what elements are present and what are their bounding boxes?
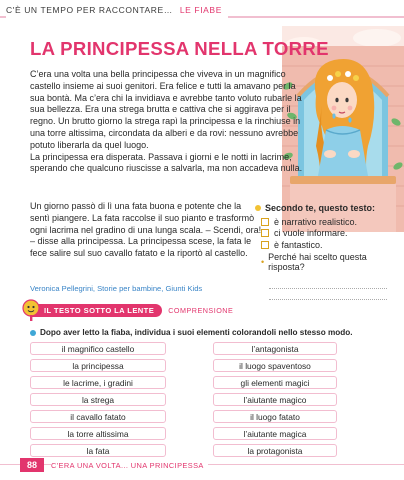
answer-line[interactable] [269, 289, 387, 300]
bullet-icon [30, 330, 36, 336]
element-pill-right[interactable]: il luogo fatato [213, 410, 337, 423]
element-pill-left[interactable]: il cavallo fatato [30, 410, 166, 423]
element-pill-right[interactable]: gli elementi magici [213, 376, 337, 389]
checkbox-icon[interactable] [261, 241, 269, 249]
element-pill-right[interactable]: la protagonista [213, 444, 337, 457]
answer-option-label: è fantastico. [274, 239, 323, 250]
activity-instruction [30, 328, 353, 337]
source-credit: Veronica Pellegrini, Storie per bambine, Giunti Kids [30, 284, 203, 293]
arrow-icon: • [261, 256, 265, 267]
checkbox-icon[interactable] [261, 229, 269, 237]
question-heading-text: Secondo te, questo testo: [265, 203, 376, 213]
element-pill-left[interactable]: la strega [30, 393, 166, 406]
footer-text: C'ERA UNA VOLTA... UNA PRINCIPESSA [51, 458, 208, 472]
answer-option[interactable] [261, 239, 395, 251]
element-pill-left[interactable]: il magnifico castello [30, 342, 166, 355]
activity-category: COMPRENSIONE [168, 306, 234, 315]
checkbox-icon[interactable] [261, 218, 269, 226]
followup-question [261, 252, 395, 272]
answer-line[interactable] [269, 278, 387, 289]
element-pill-right[interactable]: l’antagonista [213, 342, 337, 355]
activity-badge-label: IL TESTO SOTTO LA LENTE [44, 306, 155, 315]
answer-option-label: è narrativo realistico. [274, 216, 358, 227]
magnifier-mascot-icon [22, 299, 40, 321]
story-paragraph-1: C’era una volta una bella principessa che viveva in un magnifico castello insieme ai suoi genitori. Era felice e tutti la amavano per la sua bontà. Ma c’era chi la invidiava e avrebbe tanto voluto rubarle la sua bellezza. Era una strega brutta e cattiva che si aggirava per il regno. Un brutto giorno la strega rapì la principessa e la rinchiuse in una torre altissima, circondata da alberi e da rovi: nessuno avrebbe potuto liberarla da quel luogo. [30, 69, 302, 150]
element-pill-right[interactable]: il luogo spaventoso [213, 359, 337, 372]
element-pill-left[interactable]: le lacrime, i gradini [30, 376, 166, 389]
element-pill-right[interactable]: l’aiutante magico [213, 393, 337, 406]
answer-option-label: ci vuole informare. [274, 228, 348, 239]
element-pill-left[interactable]: la torre altissima [30, 427, 166, 440]
page-number: 88 [20, 458, 44, 472]
running-header [6, 5, 228, 21]
element-pill-right[interactable]: l’aiutante magica [213, 427, 337, 440]
page-title: LA PRINCIPESSA NELLA TORRE [30, 38, 329, 59]
story-paragraph-2: La principessa era disperata. Passava i giorni e le notti in lacrime, sperando che qualcuno riuscisse a salvarla, ma non accadeva nulla. [30, 151, 303, 174]
bullet-icon [255, 205, 261, 211]
element-pill-left[interactable]: la principessa [30, 359, 166, 372]
activity-banner [30, 304, 233, 317]
section-label: C'È UN TEMPO PER RACCONTARE… [6, 5, 173, 15]
question-heading [255, 203, 395, 213]
story-text-top [30, 69, 308, 175]
subsection-label: LE FIABE [179, 5, 222, 15]
activity-instruction-text: Dopo aver letto la fiaba, individua i suoi elementi colorandoli nello stesso modo. [40, 328, 353, 337]
story-text-bottom [30, 201, 262, 260]
answer-option[interactable] [261, 216, 395, 228]
element-pill-left[interactable]: la fata [30, 444, 166, 457]
activity-badge [30, 304, 162, 317]
followup-question-text: Perché hai scelto questa risposta? [268, 251, 367, 272]
story-paragraph-3: Un giorno passò di lì una fata buona e potente che la sentì piangere. La fata raccolse il suo pianto e trasformò ogni lacrima nel gradino di una lunga scala. – Scendi, ora! – disse alla principessa. La principessa scese, la fata le fece salire sul suo cavallo fatato e la riportò al castello. [30, 201, 262, 259]
answer-option[interactable] [261, 228, 395, 240]
question-panel [255, 203, 395, 300]
